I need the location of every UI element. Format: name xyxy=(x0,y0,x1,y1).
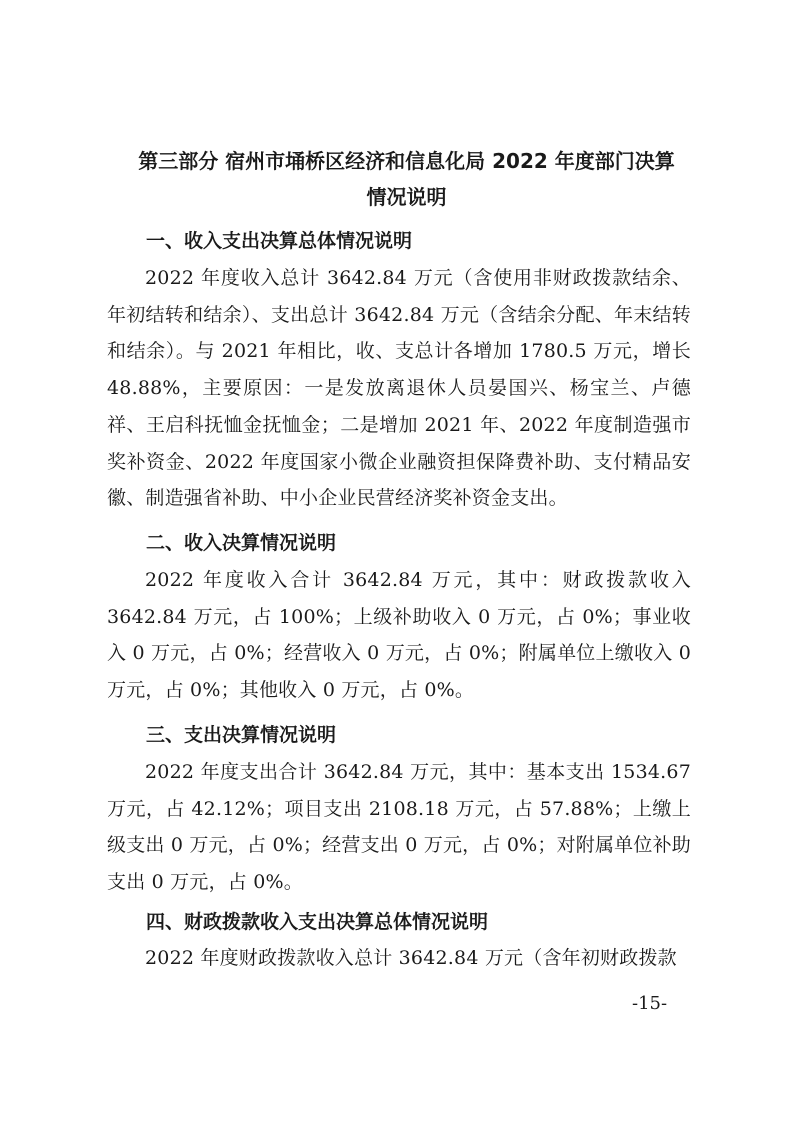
title-line-2: 情况说明 xyxy=(366,185,447,209)
section-body-1: 2022 年度收入总计 3642.84 万元（含使用非财政拨款结余、年初结转和结余）、支出总计 3642.84 万元（含结余分配、年末结转和结余）。与 2021 年相比，收、支总计各增加 1780.5 万元，增长 48.88%，主要原因：一是发放离退休人员晏国兴、杨宝兰、卢德祥、王启科抚恤金抚恤金；二是增加 2021 年、2022 年度制造强市奖补资金、2022 年度国家小微企业融资担保降费补助、支付精品安徽、制造强省补助、中小企业民营经济奖补资金支出。 xyxy=(107,267,691,510)
title-line-1: 第三部分 宿州市埇桥区经济和信息化局 2022 年度部门决算 xyxy=(138,149,675,173)
document-title xyxy=(110,143,703,215)
section-body-4: 2022 年度财政拨款收入总计 3642.84 万元（含年初财政拨款 xyxy=(145,947,677,969)
section-body-2: 2022 年度收入合计 3642.84 万元，其中：财政拨款收入 3642.84 万元，占 100%；上级补助收入 0 万元，占 0%；事业收入 0 万元，占 0%；经营收入 0 万元，占 0%；附属单位上缴收入 0 万元，占 0%；其他收入 0 万元，占 0%。 xyxy=(107,569,691,702)
section-heading-2: 二、收入决算情况说明 xyxy=(146,532,337,554)
section-body-3: 2022 年度支出合计 3642.84 万元，其中：基本支出 1534.67 万元，占 42.12%；项目支出 2108.18 万元，占 57.88%；上缴上级支出 0 万元，占 0%；经营支出 0 万元，占 0%；对附属单位补助支出 0 万元，占 0%。 xyxy=(107,761,691,894)
section-heading-3: 三、支出决算情况说明 xyxy=(146,724,337,746)
section-heading-4: 四、财政拨款收入支出决算总体情况说明 xyxy=(146,911,489,933)
page-number: -15- xyxy=(632,993,668,1014)
section-heading-1: 一、收入支出决算总体情况说明 xyxy=(146,230,413,252)
